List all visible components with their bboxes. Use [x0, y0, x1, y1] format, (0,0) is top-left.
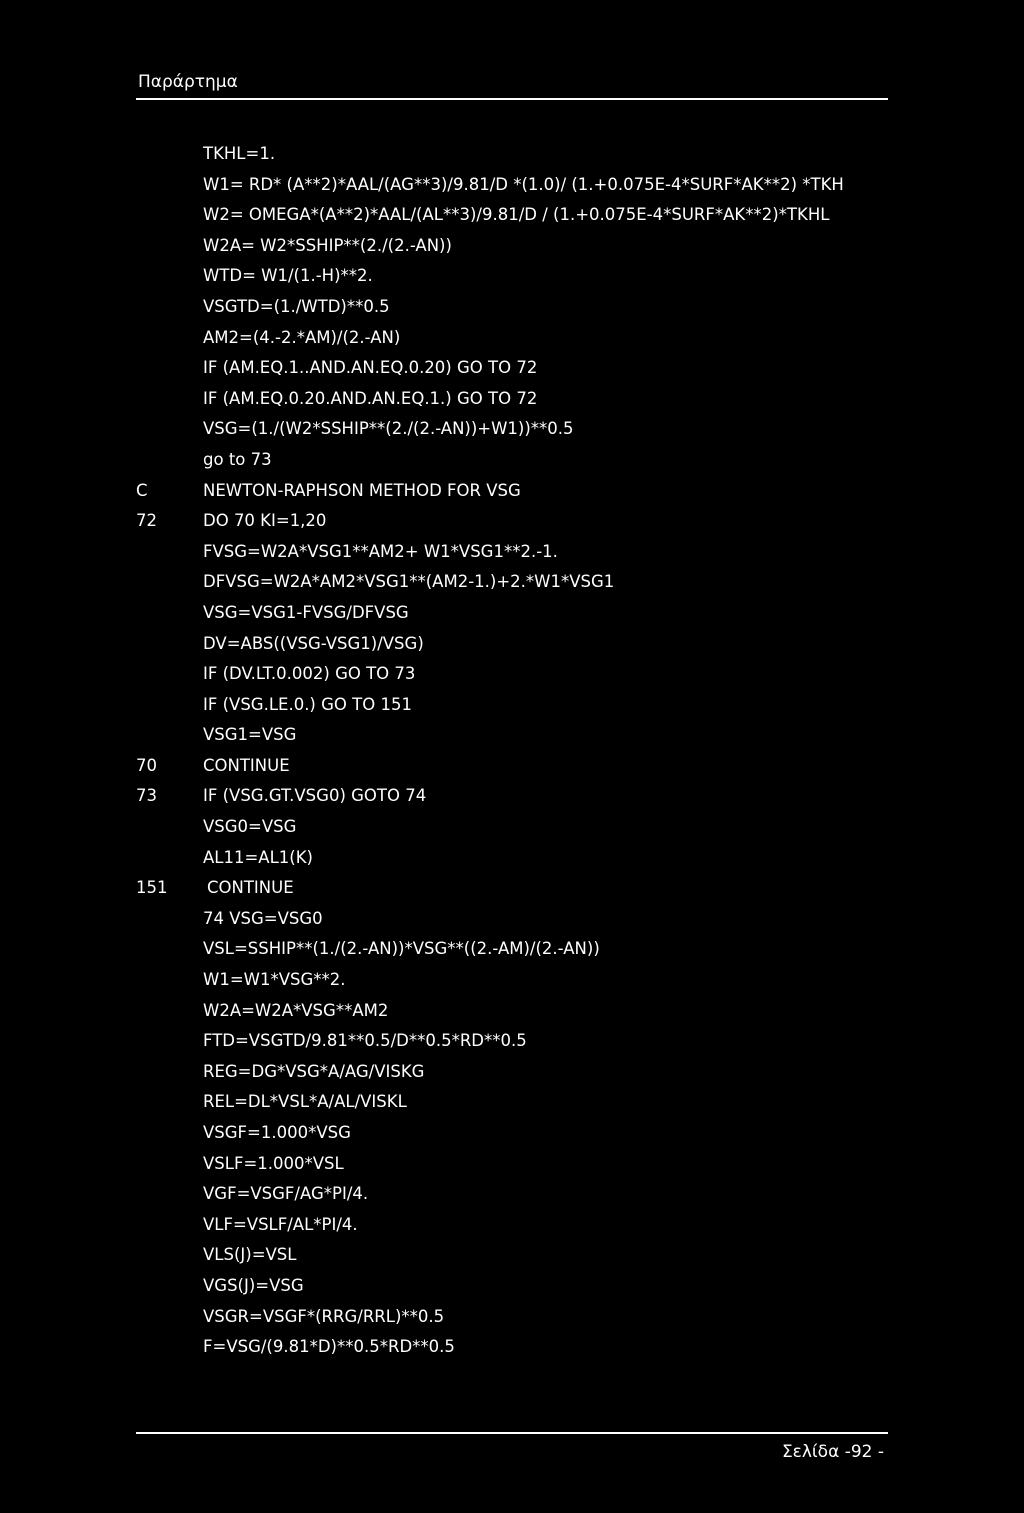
code-statement: VSG=VSG1-FVSG/DFVSG — [203, 602, 409, 622]
code-line — [0, 139, 1024, 170]
code-statement: IF (VSG.LE.0.) GO TO 151 — [203, 694, 412, 714]
code-line — [0, 1302, 1024, 1333]
code-statement: FTD=VSGTD/9.81**0.5/D**0.5*RD**0.5 — [203, 1031, 527, 1051]
code-line — [0, 659, 1024, 690]
code-statement: FVSG=W2A*VSG1**AM2+ W1*VSG1**2.-1. — [203, 541, 558, 561]
code-statement: W2A= W2*SSHIP**(2./(2.-AN)) — [203, 235, 452, 255]
code-line — [0, 965, 1024, 996]
code-statement: CONTINUE — [207, 878, 294, 898]
code-statement: W1=W1*VSG**2. — [203, 970, 346, 990]
code-statement: VSL=SSHIP**(1./(2.-AN))*VSG**((2.-AM)/(2.-AN)) — [203, 939, 600, 959]
code-statement: go to 73 — [203, 449, 272, 469]
page-number: Σελίδα -92 - — [781, 1442, 884, 1462]
code-line — [0, 781, 1024, 812]
statement-label: 70 — [136, 755, 157, 775]
code-line — [0, 261, 1024, 292]
code-line — [0, 1271, 1024, 1302]
code-line — [0, 598, 1024, 629]
code-statement: DV=ABS((VSG-VSG1)/VSG) — [203, 633, 424, 653]
code-line — [0, 1057, 1024, 1088]
code-line — [0, 537, 1024, 568]
code-line — [0, 353, 1024, 384]
header-rule — [136, 98, 888, 100]
code-statement: VSGR=VSGF*(RRG/RRL)**0.5 — [203, 1306, 445, 1326]
statement-label: 73 — [136, 786, 157, 806]
code-line — [0, 1210, 1024, 1241]
code-statement: VLF=VSLF/AL*PI/4. — [203, 1214, 358, 1234]
code-line — [0, 170, 1024, 201]
code-statement: W2A=W2A*VSG**AM2 — [203, 1000, 389, 1020]
code-statement: 74 VSG=VSG0 — [203, 908, 323, 928]
code-statement: VSG=(1./(W2*SSHIP**(2./(2.-AN))+W1))**0.5 — [203, 419, 574, 439]
code-line — [0, 384, 1024, 415]
code-statement: VSGF=1.000*VSG — [203, 1123, 351, 1142]
footer-rule — [136, 1432, 888, 1434]
code-line — [0, 445, 1024, 476]
code-line — [0, 843, 1024, 874]
code-statement: AL11=AL1(K) — [203, 847, 313, 867]
code-statement: W2= OMEGA*(A**2)*AAL/(AL**3)/9.81/D / (1.+0.075E-4*SURF*AK**2)*TKHL — [203, 205, 830, 225]
code-statement: IF (VSG.GT.VSG0) GOTO 74 — [203, 786, 427, 806]
statement-label: 72 — [136, 511, 157, 531]
code-statement: VGF=VSGF/AG*PI/4. — [203, 1184, 369, 1204]
code-line — [0, 1240, 1024, 1271]
code-statement: REL=DL*VSL*A/AL/VISKL — [203, 1092, 407, 1112]
code-line — [0, 1332, 1024, 1363]
code-statement: IF (AM.EQ.1..AND.AN.EQ.0.20) GO TO 72 — [203, 358, 538, 378]
code-statement: IF (AM.EQ.0.20.AND.AN.EQ.1.) GO TO 72 — [203, 388, 538, 408]
code-line — [0, 476, 1024, 507]
page-header-title: Παράρτημα — [138, 72, 238, 92]
code-statement: TKHL=1. — [203, 144, 276, 163]
statement-label: 151 — [136, 878, 168, 898]
code-statement: DO 70 KI=1,20 — [203, 511, 327, 531]
statement-label: C — [136, 480, 148, 500]
code-statement: DFVSG=W2A*AM2*VSG1**(AM2-1.)+2.*W1*VSG1 — [203, 572, 615, 592]
code-statement: VSG1=VSG — [203, 725, 297, 745]
code-line — [0, 1149, 1024, 1180]
code-statement: NEWTON-RAPHSON METHOD FOR VSG — [203, 480, 521, 500]
code-line — [0, 904, 1024, 935]
code-statement: VSG0=VSG — [203, 817, 297, 837]
fortran-code-listing — [0, 139, 1024, 1363]
code-line — [0, 812, 1024, 843]
code-statement: AM2=(4.-2.*AM)/(2.-AN) — [203, 327, 401, 347]
code-line — [0, 567, 1024, 598]
code-statement: CONTINUE — [203, 755, 290, 775]
code-statement: IF (DV.LT.0.002) GO TO 73 — [203, 664, 416, 684]
code-line — [0, 292, 1024, 323]
code-line — [0, 1179, 1024, 1210]
code-line — [0, 231, 1024, 262]
code-line — [0, 629, 1024, 660]
code-statement: VSGTD=(1./WTD)**0.5 — [203, 296, 390, 316]
code-statement: VSLF=1.000*VSL — [203, 1153, 344, 1173]
code-line — [0, 200, 1024, 231]
code-line — [0, 690, 1024, 721]
code-statement: REG=DG*VSG*A/AG/VISKG — [203, 1061, 425, 1081]
code-line — [0, 751, 1024, 782]
code-line — [0, 414, 1024, 445]
code-line — [0, 1118, 1024, 1149]
code-statement: F=VSG/(9.81*D)**0.5*RD**0.5 — [203, 1337, 455, 1357]
code-line — [0, 934, 1024, 965]
code-line — [0, 1087, 1024, 1118]
code-statement: VLS(J)=VSL — [203, 1245, 297, 1265]
code-line — [0, 1026, 1024, 1057]
code-statement: VGS(J)=VSG — [203, 1275, 304, 1295]
code-line — [0, 506, 1024, 537]
code-statement: W1= RD* (A**2)*AAL/(AG**3)/9.81/D *(1.0)/ (1.+0.075E-4*SURF*AK**2) *TKH — [203, 174, 844, 194]
code-line — [0, 873, 1024, 904]
code-line — [0, 323, 1024, 354]
code-statement: WTD= W1/(1.-H)**2. — [203, 266, 373, 286]
code-line — [0, 996, 1024, 1027]
code-line — [0, 720, 1024, 751]
